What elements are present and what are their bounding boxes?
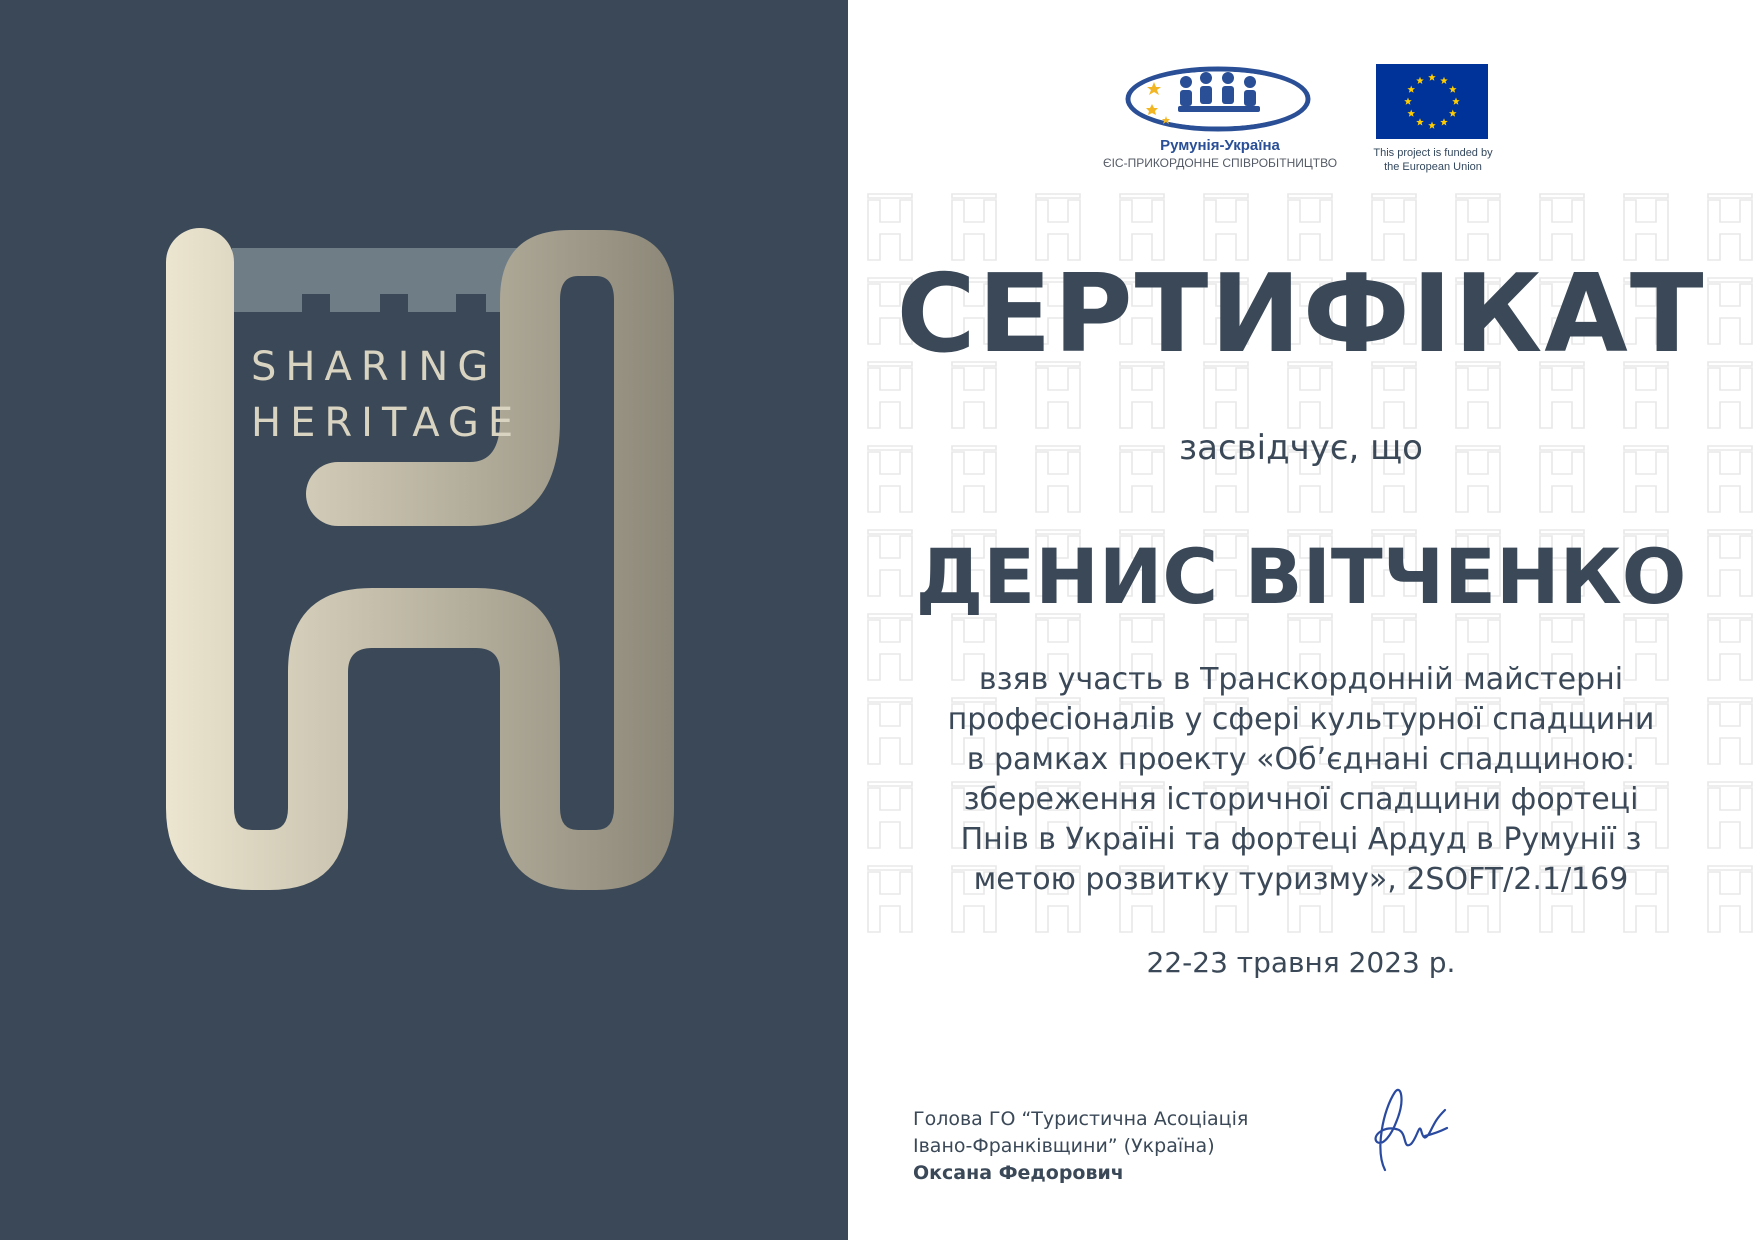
eu-star-icon: [1416, 118, 1424, 125]
eu-star-icon: [1407, 110, 1415, 117]
eu-star-icon: [1449, 86, 1457, 93]
watermark-h-icon: [1540, 194, 1584, 260]
watermark-h-icon: [1204, 194, 1248, 260]
body-line: метою розвитку туризму», 2SOFT/2.1/169: [973, 862, 1629, 897]
h-shape: [166, 228, 674, 890]
signatory-name: Оксана Федорович: [913, 1162, 1124, 1184]
partner-subtitle: ЄІС-ПРИКОРДОННЕ СПІВРОБІТНИЦТВО: [1102, 156, 1338, 170]
eu-star-icon: [1428, 122, 1436, 129]
watermark-h-icon: [1456, 194, 1500, 260]
sharing-heritage-logo: [0, 0, 848, 1240]
body-line: збереження історичної спадщини фортеці: [963, 782, 1639, 817]
handwritten-signature: [1355, 1080, 1455, 1180]
watermark-h-icon: [952, 194, 996, 260]
eu-star-icon: [1449, 110, 1457, 117]
signatory-block: [913, 1106, 1248, 1187]
eu-flag-icon: [1376, 64, 1488, 139]
event-date: 22-23 травня 2023 р.: [1146, 946, 1456, 979]
eu-star-icon: [1404, 98, 1412, 105]
eu-funding-caption: [1360, 146, 1506, 174]
eu-caption-line1: This project is funded by: [1373, 147, 1493, 159]
brand-panel: [0, 0, 848, 1240]
watermark-h-icon: [1120, 194, 1164, 260]
body-line: Пнів в Україні та фортеці Ардуд в Румунії з: [960, 822, 1642, 857]
certifies-text: засвідчує, що: [1179, 428, 1423, 468]
eu-star-icon: [1440, 77, 1448, 84]
eu-star-icon: [1452, 98, 1460, 105]
watermark-h-icon: [1708, 194, 1752, 260]
watermark-h-icon: [1036, 194, 1080, 260]
body-line: в рамках проекту «Об’єднані спадщиною:: [966, 742, 1636, 777]
brand-title-line1: SHARING: [251, 344, 498, 390]
body-line: взяв участь в Транскордонній майстерні: [978, 662, 1624, 697]
eu-caption-line2: the European Union: [1384, 161, 1482, 173]
watermark-h-icon: [1372, 194, 1416, 260]
brand-title-line2: HERITAGE: [251, 400, 523, 446]
eu-star-icon: [1407, 86, 1415, 93]
partner-name: Румунія-Україна: [1160, 137, 1280, 154]
certificate-title: СЕРТИФІКАТ: [896, 252, 1706, 377]
participation-description: [878, 660, 1724, 900]
eu-star-icon: [1440, 118, 1448, 125]
watermark-h-icon: [1624, 194, 1668, 260]
signatory-role-line2: Івано-Франківщини” (Україна): [913, 1135, 1215, 1157]
eu-star-icon: [1428, 74, 1436, 81]
eu-star-icon: [1416, 77, 1424, 84]
crenellation-icon: [232, 248, 518, 312]
signatory-role-line1: Голова ГО “Туристична Асоціація: [913, 1108, 1249, 1130]
body-line: професіоналів у сфері культурної спадщини: [947, 702, 1655, 737]
watermark-h-icon: [1288, 194, 1332, 260]
watermark-h-icon: [868, 194, 912, 260]
recipient-name: ДЕНИС ВІТЧЕНКО: [915, 532, 1687, 621]
